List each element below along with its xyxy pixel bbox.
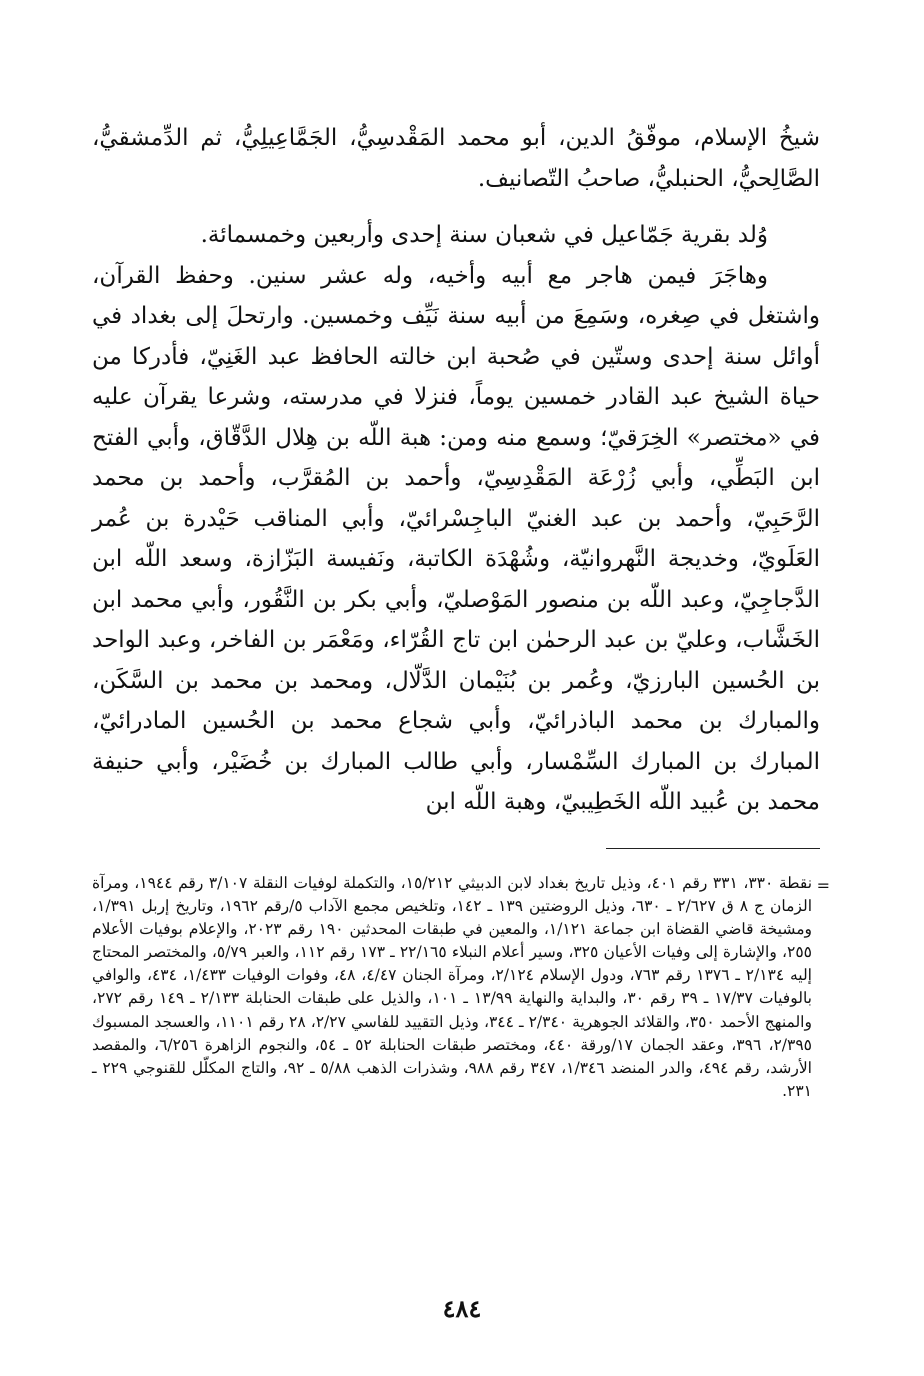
footnote-divider [606, 848, 820, 849]
paragraph-migration: وهاجَرَ فيمن هاجر مع أبيه وأخيه، وله عشر سنين. وحفظ القرآن، واشتغل في صِغره، وسَمِعَ من أبيه سنة نَيِّف وخمسين. وارتحلَ إلى بغداد في أوائل سنة إحدى وستّين في صُحبة ابن خالته الحافظ عبد الغَنِيّ، فأدركا من حياة الشيخ عبد القادر خمسين يوماً، فنزلا في مدرسته، وشرعا يقرآن عليه في «مختصر» الخِرَقيّ؛ وسمع منه ومن: هبة اللّه بن هِلال الدَّقّاق، وأبي الفتح ابن البَطِّي، وأبي زُرْعَة المَقْدِسِيّ، وأحمد بن المُقرَّب، وأحمد بن محمد الرَّحَبِيّ، وأحمد بن عبد الغنيّ الباجِسْرائيّ، وأبي المناقب حَيْدرة بن عُمر العَلَويّ، وخديجة النَّهروانيّة، وشُهْدَة الكاتبة، ونَفيسة البَزّازة، وسعد اللّه ابن الدَّجاجِيّ، وعبد اللّه بن منصور المَوْصليّ، وأبي بكر بن النَّقُور، وأبي محمد ابن الخَشَّاب، وعليّ بن عبد الرحمٰن ابن تاج القُرّاء، ومَعْمَر بن الفاخر، وعبد الواحد بن الحُسين البارزيّ، وعُمر بن بُنَيْمان الدَّلّال، ومحمد بن محمد بن السَّكَن، والمبارك بن محمد الباذرائيّ، وأبي شجاع محمد بن الحُسين المادرائيّ، المبارك بن المبارك السِّمْسار، وأبي طالب المبارك بن خُضَيْر، وأبي حنيفة محمد بن عُبيد اللّه الخَطِيبيّ، وهبة اللّه ابن [92, 262, 820, 815]
footnote-marker: = [816, 876, 830, 895]
page-number: ٤٨٤ [442, 1294, 482, 1323]
paragraph-birth: وُلد بقرية جَمّاعيل في شعبان سنة إحدى وأربعين وخمسمائة. [200, 222, 768, 248]
footnote-text: نقطة ٣٣٠، ٣٣١ رقم ٤٠١، وذيل تاريخ بغداد لابن الدبيثي ١٥/٢١٢، والتكملة لوفيات النقلة ٣/١٠٧ رقم ١٩٤٤، ومرآة الزمان ج ٨ ق ٢/٦٢٧ ـ ٦٣٠، وذيل الروضتين ١٣٩ ـ ١٤٢، وتلخيص مجمع الآداب ٥/رقم ١٩٦٢، وتاريخ إربل ١/٣٩١، ومشيخة قاضي القضاة ابن جماعة ١/١٢١، والمعين في طبقات المحدثين ١٩٠ رقم ٢٠٢٣، والإعلام بوفيات الأعلام ٢٥٥، والإشارة إلى وفيات الأعيان ٣٢٥، وسير أعلام النبلاء ٢٢/١٦٥ ـ ١٧٣ رقم ١١٢، والعبر ٥/٧٩، والمختصر المحتاج إليه ٢/١٣٤ ـ ١٣٧٦ رقم ٧٦٣، ودول الإسلام ٢/١٢٤، ومرآة الجنان ٤/٤٧، ٤٨، وفوات الوفيات ١/٤٣٣، ٤٣٤، والوافي بالوفيات ١٧/٣٧ ـ ٣٩ رقم ٣٠، والبداية والنهاية ١٣/٩٩ ـ ١٠١، والذيل على طبقات الحنابلة ٢/١٣٣ ـ ١٤٩ رقم ٢٧٢، والمنهج الأحمد ٣٥٠، والقلائد الجوهرية ٢/٣٤٠ ـ ٣٤٤، وذيل التقييد للفاسي ٢/٢٧، ٢٨ رقم ١١٠١، والعسجد المسبوك ٢/٣٩٥، ٣٩٦، وعقد الجمان ١٧/ورقة ٤٤٠، ومختصر طبقات الحنابلة ٥٢ ـ ٥٤، والنجوم الزاهرة ٦/٢٥٦، والمقصد الأرشد، رقم ٤٩٤، والدر المنضد ١/٣٤٦، ٣٤٧ رقم ٩٨٨، وشذرات الذهب ٥/٨٨ ـ ٩٢، والتاج المكلّل للقنوجي ٢٢٩ ـ ٢٣١. [92, 874, 813, 1100]
paragraph-title-line: شيخُ الإسلام، موفّقُ الدين، أبو محمد المَقْدسِيُّ، الجَمَّاعِيلِيُّ، ثم الدِّمشقيُّ، الصَّالِحيُّ، الحنبليُّ، صاحبُ التّصانيف. [92, 125, 820, 192]
main-body-text [92, 118, 820, 823]
